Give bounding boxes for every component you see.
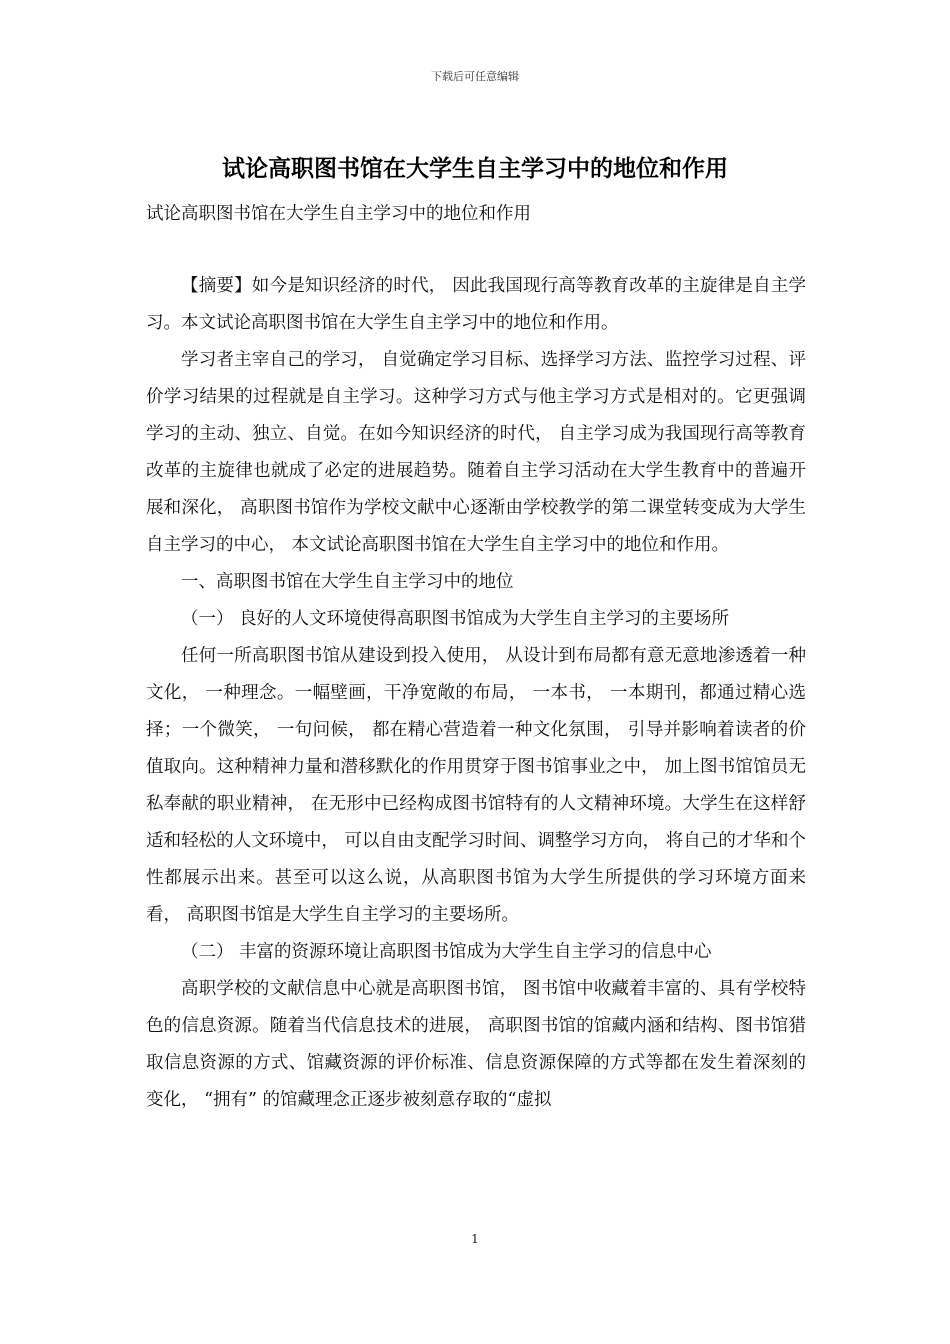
page-number: 1: [471, 1232, 479, 1246]
document-body: [146, 268, 806, 1119]
section-heading: 一、高职图书馆在大学生自主学习中的地位: [181, 572, 514, 592]
body-paragraph: 任何一所高职图书馆从建设到投入使用， 从设计到布局都有意无意地渗透着一种文化， 一种理念。一幅壁画，干净宽敞的布局， 一本书， 一本期刊，都通过精心选择；一个微笑， 一句问候， 都在精心营造着一种文化氛围， 引导并影响着读者的价值取向。这种精神力量和潜移默化的作用贯穿于图书馆事业之中， 加上图书馆馆员无私奉献的职业精神， 在无形中已经构成图书馆特有的人文精神环境。大学生在这样舒适和轻松的人文环境中， 可以自由支配学习时间、调整学习方向， 将自己的才华和个性都展示出来。甚至可以这么说，从高职图书馆为大学生所提供的学习环境方面来看， 高职图书馆是大学生自主学习的主要场所。: [146, 646, 806, 925]
subsection-heading: （二） 丰富的资源环境让高职图书馆成为大学生自主学习的信息中心: [181, 942, 712, 962]
document-subtitle: 试论高职图书馆在大学生自主学习中的地位和作用: [146, 204, 531, 224]
abstract-paragraph: 【摘要】如今是知识经济的时代， 因此我国现行高等教育改革的主旋律是自主学习。本文试论高职图书馆在大学生自主学习中的地位和作用。: [146, 276, 806, 333]
body-paragraph: 高职学校的文献信息中心就是高职图书馆， 图书馆中收藏着丰富的、具有学校特色的信息资源。随着当代信息技术的进展， 高职图书馆的馆藏内涵和结构、图书馆猎取信息资源的方式、馆藏资源的评价标准、信息资源保障的方式等都在发生着深刻的变化， “拥有” 的馆藏理念正逐步被刻意存取的“虚拟: [146, 979, 806, 1110]
intro-paragraph: 学习者主宰自己的学习， 自觉确定学习目标、选择学习方法、监控学习过程、评价学习结果的过程就是自主学习。这种学习方式与他主学习方式是相对的。它更强调学习的主动、独立、自觉。在如今知识经济的时代， 自主学习成为我国现行高等教育改革的主旋律也就成了必定的进展趋势。随着自主学习活动在大学生教育中的普遍开展和深化， 高职图书馆作为学校文献中心逐渐由学校教学的第二课堂转变成为大学生自主学习的中心， 本文试论高职图书馆在大学生自主学习中的地位和作用。: [146, 350, 806, 555]
page-header: 下载后可任意编辑: [431, 70, 519, 83]
document-title: 试论高职图书馆在大学生自主学习中的地位和作用: [222, 156, 728, 182]
subsection-heading: （一） 良好的人文环境使得高职图书馆成为大学生自主学习的主要场所: [181, 609, 730, 629]
